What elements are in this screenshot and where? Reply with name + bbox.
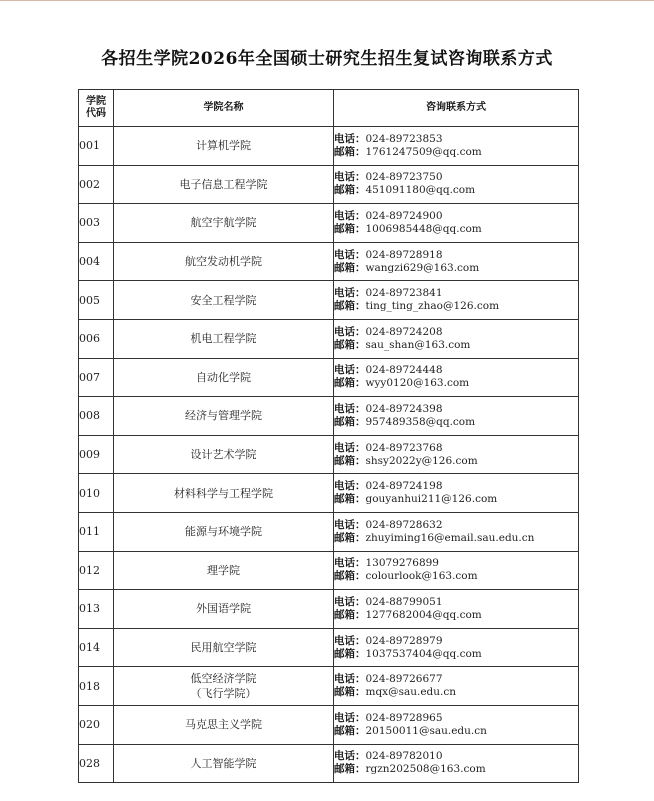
email-line <box>334 223 578 236</box>
phone-line <box>334 557 578 570</box>
phone-label: 电话： <box>334 441 366 454</box>
email-line <box>334 377 578 390</box>
phone-label: 电话： <box>334 518 366 531</box>
phone-line <box>334 249 578 262</box>
contact-info <box>334 127 579 166</box>
college-name-text: 经济与管理学院 <box>185 409 262 423</box>
email-address: ting_ting_zhao@126.com <box>365 300 500 313</box>
college-name-text: 安全工程学院 <box>190 293 257 307</box>
phone-number: 024-89728965 <box>365 711 443 724</box>
email-line <box>334 763 578 776</box>
email-line <box>334 532 578 545</box>
table-row <box>79 435 579 474</box>
email-label: 邮箱： <box>334 647 366 660</box>
phone-label: 电话： <box>334 557 366 570</box>
college-name <box>114 744 334 783</box>
college-name <box>114 358 334 397</box>
phone-line <box>334 635 578 648</box>
table-row <box>79 281 579 320</box>
phone-number: 024-89724448 <box>365 364 443 377</box>
college-name-text: 设计艺术学院 <box>190 448 257 462</box>
email-address: sau_shan@163.com <box>365 338 471 351</box>
phone-number: 024-88799051 <box>365 595 443 608</box>
phone-line <box>334 480 578 493</box>
email-line <box>334 648 578 661</box>
college-name <box>114 512 334 551</box>
college-name <box>114 397 334 436</box>
phone-label: 电话： <box>334 248 366 261</box>
contact-info <box>334 667 579 706</box>
college-name <box>114 281 334 320</box>
phone-label: 电话： <box>334 750 366 763</box>
email-address: zhuyiming16@email.sau.edu.cn <box>365 531 535 544</box>
header-contact: 咨询联系方式 <box>334 90 579 127</box>
email-label: 邮箱： <box>334 531 366 544</box>
phone-line <box>334 750 578 763</box>
college-code: 010 <box>79 474 114 513</box>
phone-label: 电话： <box>334 402 366 415</box>
email-address: mqx@sau.edu.cn <box>365 686 457 699</box>
phone-label: 电话： <box>334 634 366 647</box>
college-code: 001 <box>79 127 114 166</box>
college-name-text: 能源与环境学院 <box>185 525 262 539</box>
contact-info <box>334 590 579 629</box>
email-address: 1006985448@qq.com <box>365 222 482 235</box>
phone-number: 024-89724198 <box>365 480 443 493</box>
phone-label: 电话： <box>334 673 366 686</box>
table-row <box>79 590 579 629</box>
phone-line <box>334 364 578 377</box>
phone-line <box>334 519 578 532</box>
email-address: 20150011@sau.edu.cn <box>365 724 487 737</box>
contact-info <box>334 628 579 667</box>
college-code: 013 <box>79 590 114 629</box>
contact-info <box>334 474 579 513</box>
phone-line <box>334 133 578 146</box>
table-row <box>79 551 579 590</box>
college-name-text: 低空经济学院 <box>190 672 257 686</box>
phone-line <box>334 326 578 339</box>
phone-number: 024-89724398 <box>365 402 443 415</box>
table-row <box>79 667 579 706</box>
email-label: 邮箱： <box>334 145 366 158</box>
email-address: 1037537404@qq.com <box>365 647 482 660</box>
phone-label: 电话： <box>334 595 366 608</box>
email-address: wangzi629@163.com <box>365 261 480 274</box>
contact-info <box>334 551 579 590</box>
email-label: 邮箱： <box>334 570 366 583</box>
college-name <box>114 551 334 590</box>
email-line <box>334 146 578 159</box>
college-code: 009 <box>79 435 114 474</box>
contact-info <box>334 512 579 551</box>
table-row <box>79 628 579 667</box>
phone-label: 电话： <box>334 711 366 724</box>
email-line <box>334 339 578 352</box>
email-label: 邮箱： <box>334 415 366 428</box>
college-name <box>114 127 334 166</box>
phone-number: 024-89726677 <box>365 673 443 686</box>
email-address: 451091180@qq.com <box>365 184 476 197</box>
college-name-text: 理学院 <box>207 563 240 577</box>
phone-line <box>334 712 578 725</box>
phone-label: 电话： <box>334 480 366 493</box>
college-code: 014 <box>79 628 114 667</box>
table-row <box>79 165 579 204</box>
table-row <box>79 474 579 513</box>
college-name <box>114 667 334 706</box>
college-name <box>114 319 334 358</box>
college-code: 002 <box>79 165 114 204</box>
phone-label: 电话： <box>334 287 366 300</box>
college-code: 028 <box>79 744 114 783</box>
email-label: 邮箱： <box>334 493 366 506</box>
college-name-text: 材料科学与工程学院 <box>174 486 273 500</box>
college-code: 011 <box>79 512 114 551</box>
header-name: 学院名称 <box>114 90 334 127</box>
email-address: rgzn202508@163.com <box>365 763 486 776</box>
email-label: 邮箱： <box>334 300 366 313</box>
table-row <box>79 744 579 783</box>
table-row <box>79 319 579 358</box>
phone-number: 024-89723853 <box>365 132 443 145</box>
college-code: 007 <box>79 358 114 397</box>
contact-info <box>334 204 579 243</box>
email-label: 邮箱： <box>334 686 366 699</box>
college-name <box>114 628 334 667</box>
college-code: 003 <box>79 204 114 243</box>
college-name <box>114 474 334 513</box>
college-name <box>114 242 334 281</box>
email-label: 邮箱： <box>334 184 366 197</box>
email-label: 邮箱： <box>334 261 366 274</box>
table-row <box>79 358 579 397</box>
college-code: 005 <box>79 281 114 320</box>
phone-label: 电话： <box>334 325 366 338</box>
email-label: 邮箱： <box>334 338 366 351</box>
email-label: 邮箱： <box>334 724 366 737</box>
table-row <box>79 397 579 436</box>
contact-info <box>334 705 579 744</box>
table-body <box>79 127 579 783</box>
email-line <box>334 686 578 699</box>
phone-number: 024-89728632 <box>365 518 443 531</box>
table-row <box>79 204 579 243</box>
phone-label: 电话： <box>334 132 366 145</box>
phone-line <box>334 442 578 455</box>
phone-line <box>334 210 578 223</box>
email-address: wyy0120@163.com <box>365 377 470 390</box>
college-code: 020 <box>79 705 114 744</box>
contact-info <box>334 281 579 320</box>
table-row <box>79 242 579 281</box>
college-name-subtext: （飞行学院） <box>190 687 257 701</box>
table-row <box>79 512 579 551</box>
contacts-table <box>78 89 579 783</box>
phone-number: 024-89724900 <box>365 209 443 222</box>
college-name-text: 电子信息工程学院 <box>179 177 268 191</box>
college-name <box>114 435 334 474</box>
college-name-text: 马克思主义学院 <box>185 718 262 732</box>
email-line <box>334 262 578 275</box>
phone-number: 024-89782010 <box>365 750 443 763</box>
email-label: 邮箱： <box>334 763 366 776</box>
email-address: shsy2022y@126.com <box>365 454 478 467</box>
college-code: 004 <box>79 242 114 281</box>
college-name-text: 航空发动机学院 <box>185 255 262 269</box>
email-line <box>334 300 578 313</box>
contact-info <box>334 435 579 474</box>
email-label: 邮箱： <box>334 377 366 390</box>
header-code-line1: 学院 <box>86 96 106 107</box>
college-name <box>114 590 334 629</box>
email-address: 957489358@qq.com <box>365 415 476 428</box>
contact-info <box>334 319 579 358</box>
college-name <box>114 705 334 744</box>
email-address: colourlook@163.com <box>365 570 478 583</box>
table-header-row <box>79 90 579 127</box>
header-code <box>79 90 114 127</box>
college-name <box>114 165 334 204</box>
email-address: 1761247509@qq.com <box>365 145 482 158</box>
table-row <box>79 127 579 166</box>
email-label: 邮箱： <box>334 222 366 235</box>
email-line <box>334 570 578 583</box>
phone-line <box>334 403 578 416</box>
phone-label: 电话： <box>334 364 366 377</box>
phone-line <box>334 596 578 609</box>
email-line <box>334 184 578 197</box>
phone-number: 024-89728979 <box>365 634 443 647</box>
phone-label: 电话： <box>334 171 366 184</box>
college-name-text: 自动化学院 <box>196 370 251 384</box>
contact-info <box>334 744 579 783</box>
email-address: gouyanhui211@126.com <box>365 493 498 506</box>
phone-label: 电话： <box>334 209 366 222</box>
phone-number: 024-89723768 <box>365 441 443 454</box>
college-code: 018 <box>79 667 114 706</box>
college-code: 012 <box>79 551 114 590</box>
phone-line <box>334 287 578 300</box>
email-line <box>334 455 578 468</box>
phone-number: 024-89728918 <box>365 248 443 261</box>
email-label: 邮箱： <box>334 608 366 621</box>
contact-info <box>334 242 579 281</box>
header-code-line2: 代码 <box>86 108 106 119</box>
college-code: 008 <box>79 397 114 436</box>
college-name-text: 机电工程学院 <box>190 332 257 346</box>
table-row <box>79 705 579 744</box>
college-name-text: 计算机学院 <box>196 139 251 153</box>
contact-info <box>334 397 579 436</box>
contact-info <box>334 165 579 204</box>
phone-number: 024-89723750 <box>365 171 443 184</box>
email-address: 1277682004@qq.com <box>365 608 482 621</box>
phone-line <box>334 171 578 184</box>
page-title: 各招生学院2026年全国硕士研究生招生复试咨询联系方式 <box>101 49 553 69</box>
phone-number: 024-89723841 <box>365 287 443 300</box>
phone-line <box>334 673 578 686</box>
top-divider <box>0 0 654 1</box>
email-line <box>334 493 578 506</box>
college-code: 006 <box>79 319 114 358</box>
email-line <box>334 609 578 622</box>
college-name <box>114 204 334 243</box>
email-line <box>334 725 578 738</box>
college-name-text: 人工智能学院 <box>190 756 257 770</box>
college-name-text: 航空宇航学院 <box>190 216 257 230</box>
contact-info <box>334 358 579 397</box>
phone-number: 024-89724208 <box>365 325 443 338</box>
college-name-text: 民用航空学院 <box>190 641 257 655</box>
email-label: 邮箱： <box>334 454 366 467</box>
phone-number: 13079276899 <box>365 557 439 570</box>
email-line <box>334 416 578 429</box>
college-name-text: 外国语学院 <box>196 602 251 616</box>
